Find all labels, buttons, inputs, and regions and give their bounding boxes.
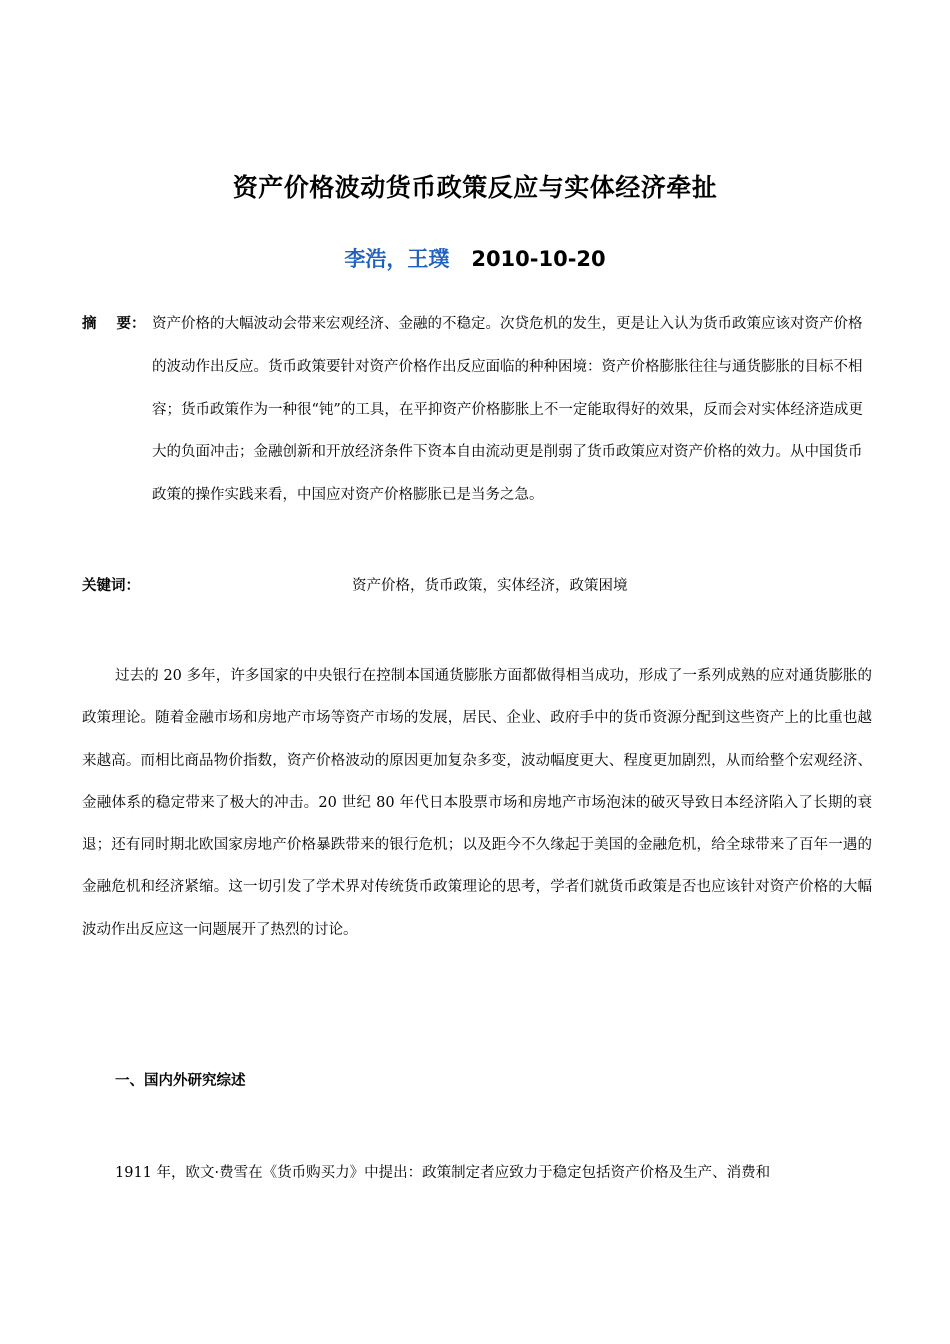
body-paragraph-2: 1911 年，欧文·费雪在《货币购买力》中提出：政策制定者应致力于稳定包括资产价格及生产、消费和 [115,1165,771,1181]
keywords-label: 关键词： [82,578,140,594]
byline [0,243,950,275]
abstract-block [82,303,872,517]
body-paragraph-1: 过去的 20 多年，许多国家的中央银行在控制本国通货膨胀方面都做得相当成功，形成了一系列成熟的应对通货膨胀的政策理论。随着金融市场和房地产市场等资产市场的发展，居民、企业、政府手中的货币资源分配到这些资产上的比重也越来越高。而相比商品物价指数，资产价格波动的原因更加复杂多变，波动幅度更大、程度更加剧烈，从而给整个宏观经济、金融体系的稳定带来了极大的冲击。20 世纪 80 年代日本股票市场和房地产市场泡沫的破灭导致日本经济陷入了长期的衰退；还有同时期北欧国家房地产价格暴跌带来的银行危机；以及距今不久缘起于美国的金融危机，给全球带来了百年一遇的金融危机和经济紧缩。这一切引发了学术界对传统货币政策理论的思考，学者们就货币政策是否也应该针对资产价格的大幅波动作出反应这一问题展开了热烈的讨论。 [82,668,872,938]
paper-title: 资产价格波动货币政策反应与实体经济牵扯 [232,173,718,202]
publication-date: 2010-10-20 [471,247,606,271]
section-heading-1: 一、国内外研究综述 [115,1073,246,1089]
abstract-label: 摘 要： [82,316,146,332]
authors: 李浩，王璞 [344,247,450,271]
keywords-value: 资产价格，货币政策，实体经济，政策困境 [352,578,628,594]
abstract-text: 资产价格的大幅波动会带来宏观经济、金融的不稳定。次贷危机的发生，更是让入认为货币政策应该对资产价格的波动作出反应。货币政策要针对资产价格作出反应面临的种种困境：资产价格膨胀往往与通货膨胀的目标不相容；货币政策作为一种很“钝”的工具，在平抑资产价格膨胀上不一定能取得好的效果，反而会对实体经济造成更大的负面冲击；金融创新和开放经济条件下资本自由流动更是削弱了货币政策应对资产价格的效力。从中国货币政策的操作实践来看，中国应对资产价格膨胀已是当务之急。 [152,316,863,504]
